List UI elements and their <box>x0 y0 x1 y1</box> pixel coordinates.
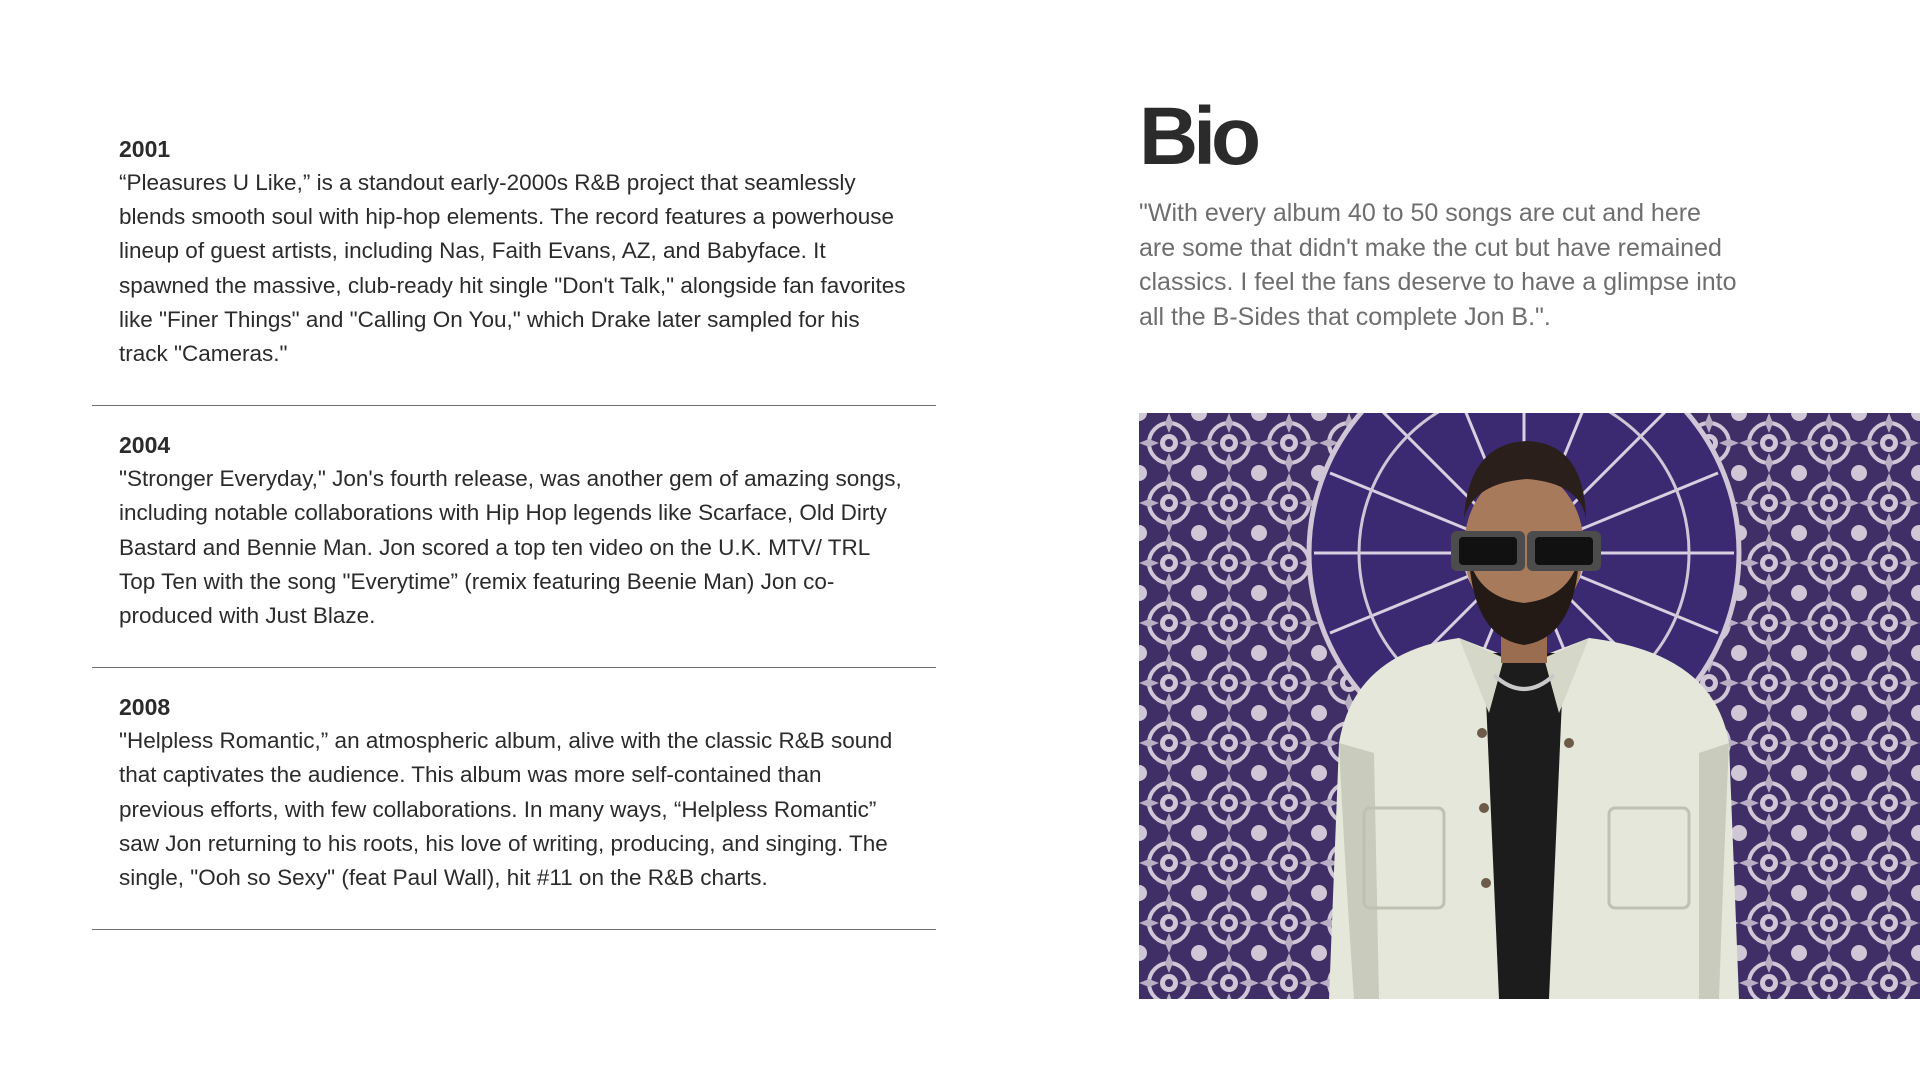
artist-photo <box>1139 413 1920 999</box>
entry-year: 2004 <box>119 432 171 459</box>
entry-description: “Pleasures U Like,” is a standout early-2000s R&B project that seamlessly blends smooth soul with hip-hop elements. The record features a powerhouse lineup of guest artists, including Nas, Faith Evans, AZ, and Babyface. It spawned the massive, club-ready hit single "Don't Talk," alongside fan favorites like "Finer Things" and "Calling On You," which Drake later sampled for his track "Cameras." <box>119 170 906 367</box>
timeline <box>92 110 936 930</box>
entry-description: "Stronger Everyday," Jon's fourth release, was another gem of amazing songs, including notable collaborations with Hip Hop legends like Scarface, Old Dirty Bastard and Bennie Man. Jon scored a top ten video on the U.K. MTV/ TRL Top Ten with the song "Everytime” (remix featuring Beenie Man) Jon co-produced with Just Blaze. <box>119 466 902 629</box>
bio-title: Bio <box>1139 91 1257 182</box>
entry-year: 2001 <box>119 136 171 162</box>
entry-year: 2008 <box>119 694 171 721</box>
bio-quote: "With every album 40 to 50 songs are cut and here are some that didn't make the cut but have remained classics. I feel the fans deserve to have a glimpse into all the B-Sides that complete Jon B.". <box>1139 199 1737 331</box>
bio-section <box>1139 92 1920 334</box>
entry-description: "Helpless Romantic,” an atmospheric album, alive with the classic R&B sound that captivates the audience. This album was more self-contained than previous efforts, with few collaborations. In many ways, “Helpless Romantic” saw Jon returning to his roots, his love of writing, producing, and singing. The single, "Ooh so Sexy" (feat Paul Wall), hit #11 on the R&B charts. <box>119 728 893 891</box>
timeline-entry <box>92 406 936 668</box>
timeline-entry <box>92 668 936 930</box>
artist-photo-illustration <box>1139 413 1920 999</box>
timeline-entry <box>92 110 936 406</box>
